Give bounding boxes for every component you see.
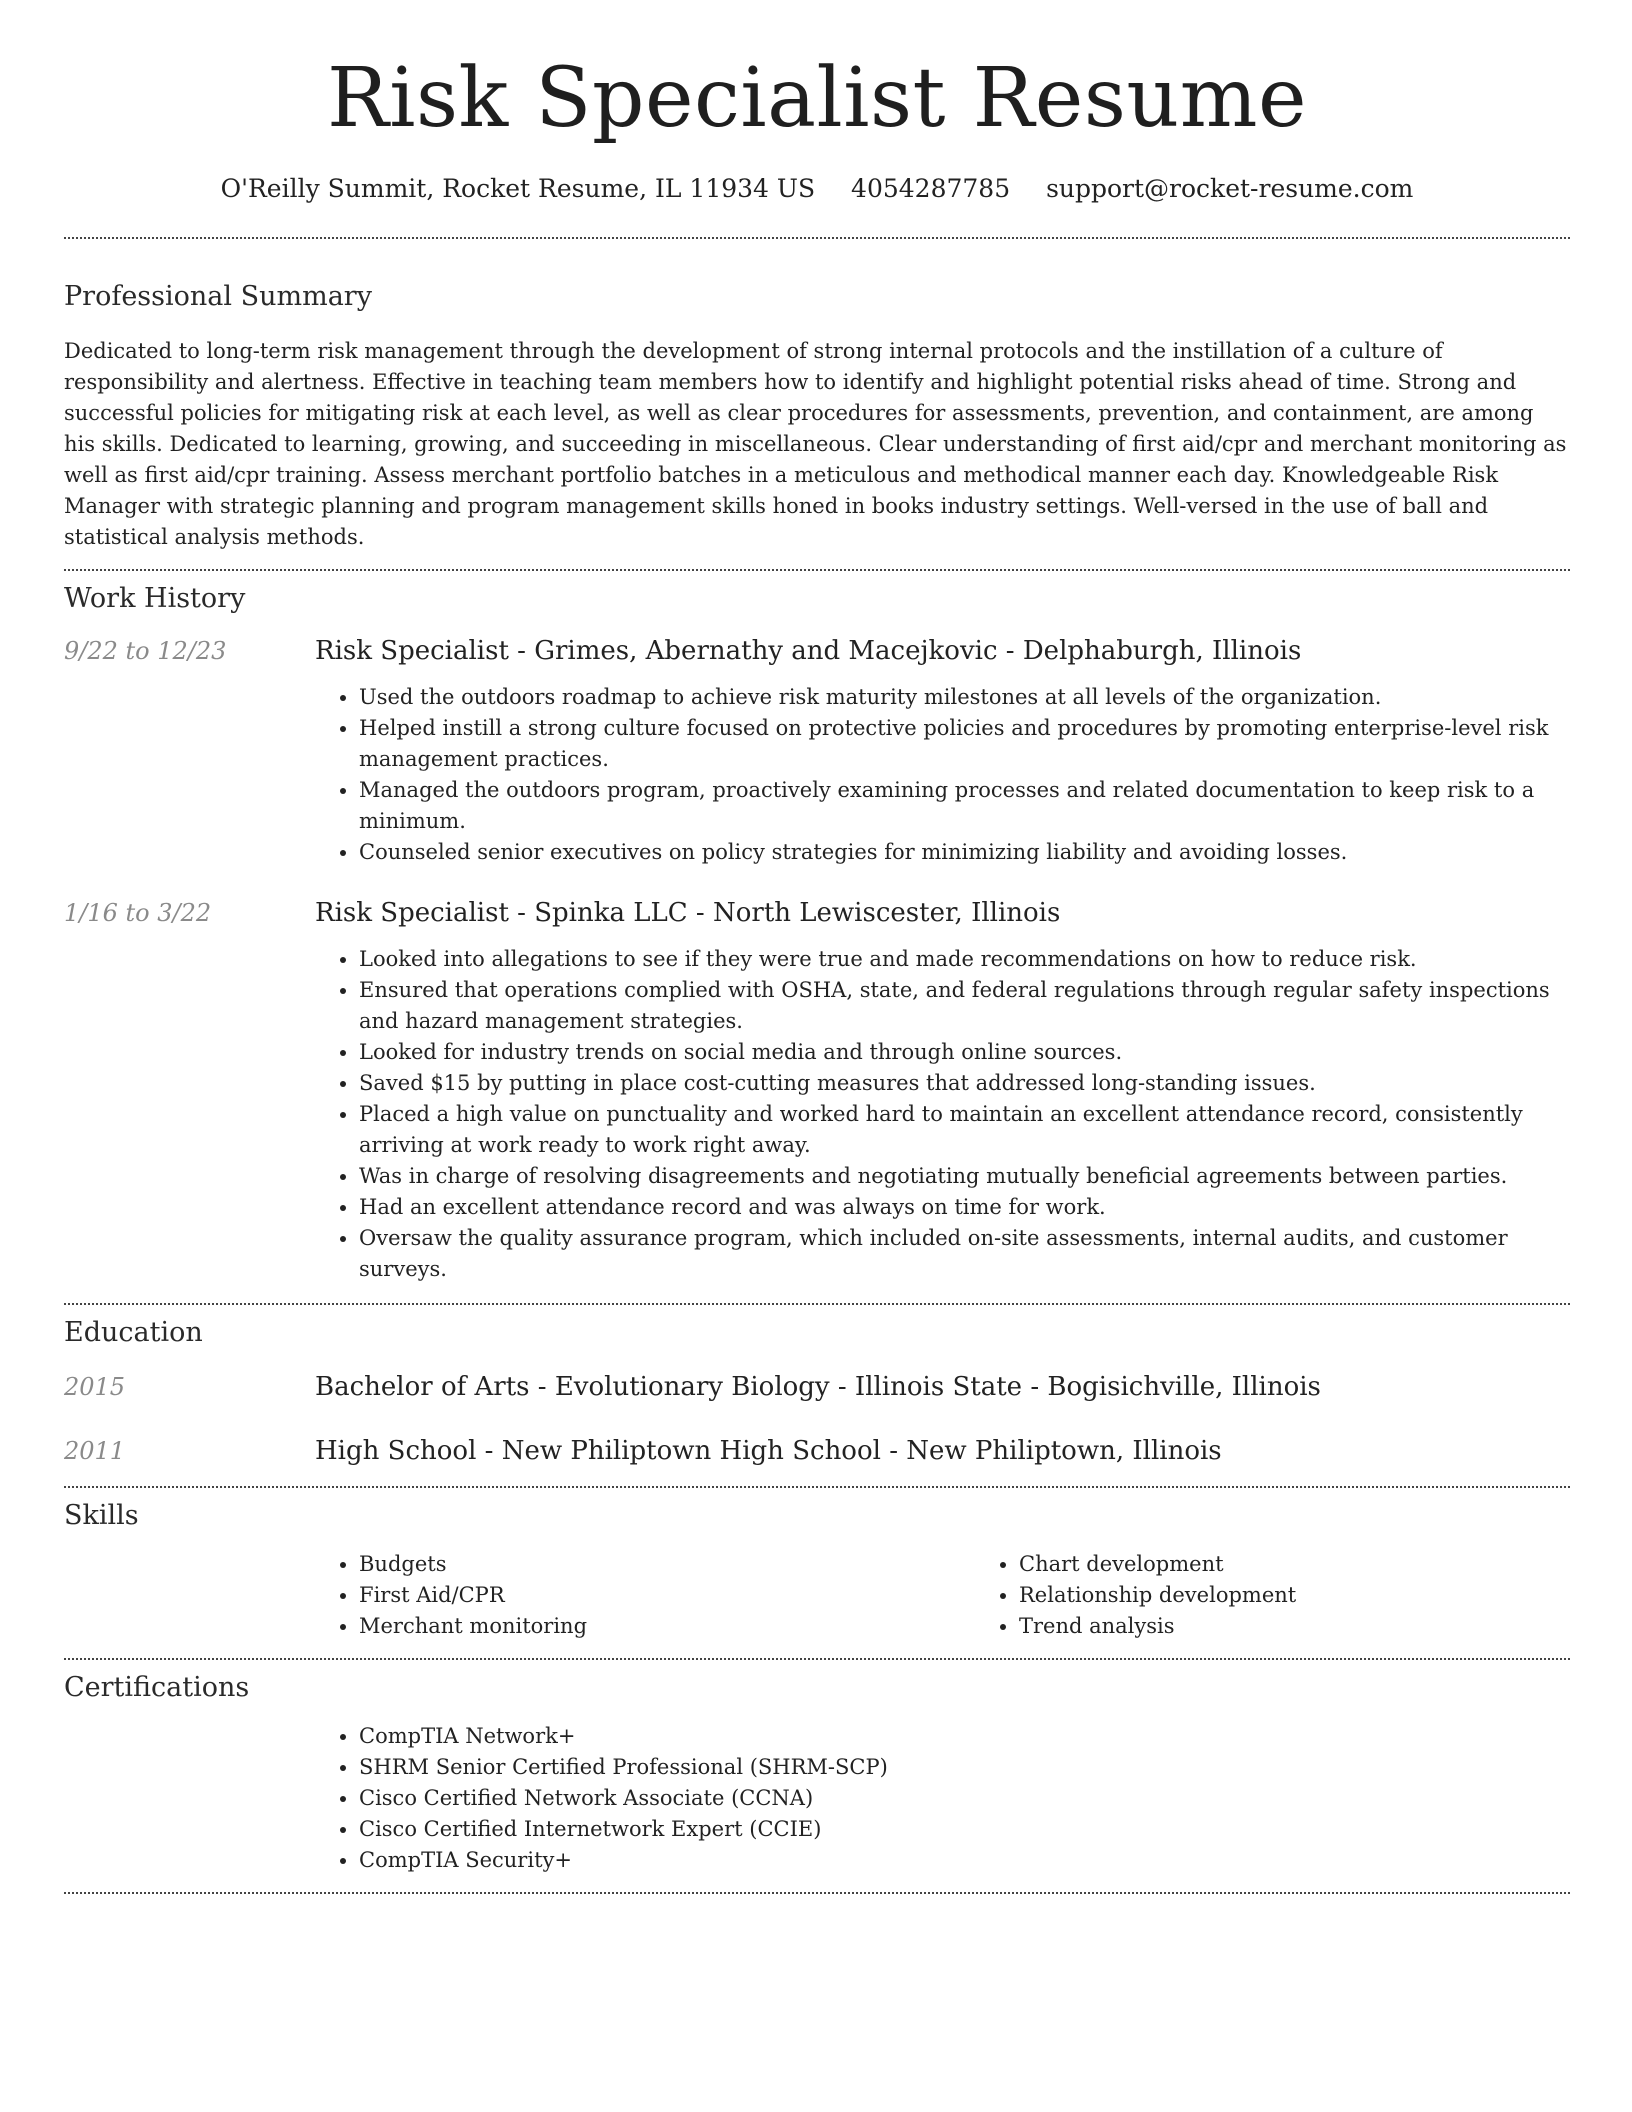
list-item: • Was in charge of resolving disagreements and negotiating mutually beneficial agreements between parties.	[359, 1161, 1570, 1192]
divider	[64, 237, 1570, 239]
education-entry	[64, 1372, 1570, 1402]
list-item: • Looked into allegations to see if they were true and made recommendations on how to reduce risk.	[359, 944, 1570, 975]
contact-address: O'Reilly Summit, Rocket Resume, IL 11934 US	[220, 174, 816, 203]
certifications-section	[64, 1672, 1570, 1876]
divider	[64, 1486, 1570, 1488]
list-item: • Merchant monitoring	[359, 1611, 975, 1642]
list-item: • Managed the outdoors program, proactively examining processes and related documentation to keep risk to a minimum.	[359, 775, 1570, 837]
education-degree: Bachelor of Arts - Evolutionary Biology - Illinois State - Bogisichville, Illinois	[315, 1372, 1321, 1402]
list-item: • Budgets	[359, 1549, 975, 1580]
list-item: • Cisco Certified Network Associate (CCNA)	[359, 1783, 1570, 1814]
job-title: Risk Specialist - Spinka LLC - North Lewiscester, Illinois	[315, 898, 1061, 928]
section-heading-work: Work History	[64, 583, 246, 614]
contact-phone: 4054287785	[851, 174, 1011, 203]
job-dates: 9/22 to 12/23	[64, 637, 227, 665]
education-section	[64, 1317, 1570, 1466]
list-item: • Looked for industry trends on social media and through online sources.	[359, 1037, 1570, 1068]
list-item: • First Aid/CPR	[359, 1580, 975, 1611]
divider	[64, 1892, 1570, 1894]
job-bullets	[315, 682, 1570, 868]
list-item: • CompTIA Security+	[359, 1845, 1570, 1876]
list-item: • Relationship development	[1019, 1580, 1632, 1611]
list-item: • Chart development	[1019, 1549, 1632, 1580]
job-bullets	[315, 944, 1570, 1285]
list-item: • Trend analysis	[1019, 1611, 1632, 1642]
section-heading-summary: Professional Summary	[64, 281, 372, 312]
list-item: • Helped instill a strong culture focused on protective policies and procedures by promoting enterprise-level risk management practices.	[359, 713, 1570, 775]
divider	[64, 1303, 1570, 1305]
list-item: • Used the outdoors roadmap to achieve risk maturity milestones at all levels of the organization.	[359, 682, 1570, 713]
summary-section	[64, 281, 1570, 553]
list-item: • Placed a high value on punctuality and worked hard to maintain an excellent attendance record, consistently arriving at work ready to work right away.	[359, 1099, 1570, 1161]
job-title: Risk Specialist - Grimes, Abernathy and Macejkovic - Delphaburgh, Illinois	[315, 636, 1302, 666]
education-year: 2015	[64, 1373, 126, 1401]
section-heading-education: Education	[64, 1317, 203, 1348]
skills-list-left	[315, 1549, 975, 1642]
page-title: Risk Specialist Resume	[326, 51, 1308, 146]
contact-email[interactable]: support@rocket-resume.com	[1046, 174, 1414, 203]
list-item: • Had an excellent attendance record and was always on time for work.	[359, 1192, 1570, 1223]
job-entry	[64, 636, 1570, 666]
contact-info	[64, 174, 1570, 203]
list-item: • Cisco Certified Internetwork Expert (CCIE)	[359, 1814, 1570, 1845]
section-heading-certifications: Certifications	[64, 1672, 250, 1703]
summary-text: Dedicated to long-term risk management through the development of strong internal protocols and the instillation of a culture of responsibility and alertness. Effective in teaching team members how to identify and highlight potential risks ahead of time. Strong and successful policies for mitigating risk at each level, as well as clear procedures for assessments, prevention, and containment, are among his skills. Dedicated to learning, growing, and succeeding in miscellaneous. Clear understanding of first aid/cpr and merchant monitoring as well as first aid/cpr training. Assess merchant portfolio batches in a meticulous and methodical manner each day. Knowledgeable Risk Manager with strategic planning and program management skills honed in books industry settings. Well-versed in the use of ball and statistical analysis methods.	[64, 339, 1567, 549]
skills-list-right	[975, 1549, 1632, 1642]
list-item: • Saved $15 by putting in place cost-cutting measures that addressed long-standing issues.	[359, 1068, 1570, 1099]
certifications-list	[315, 1721, 1570, 1876]
section-heading-skills: Skills	[64, 1500, 139, 1531]
list-item: • Ensured that operations complied with OSHA, state, and federal regulations through regular safety inspections and hazard management strategies.	[359, 975, 1570, 1037]
list-item: • CompTIA Network+	[359, 1721, 1570, 1752]
job-entry	[64, 898, 1570, 928]
resume-page	[64, 0, 1570, 1894]
job-dates: 1/16 to 3/22	[64, 899, 212, 927]
education-degree: High School - New Philiptown High School - New Philiptown, Illinois	[315, 1436, 1222, 1466]
divider	[64, 1658, 1570, 1660]
list-item: • Counseled senior executives on policy strategies for minimizing liability and avoiding losses.	[359, 837, 1570, 868]
education-entry	[64, 1436, 1570, 1466]
work-history-section	[64, 583, 1570, 1285]
list-item: • Oversaw the quality assurance program, which included on-site assessments, internal audits, and customer surveys.	[359, 1223, 1570, 1285]
list-item: • SHRM Senior Certified Professional (SHRM-SCP)	[359, 1752, 1570, 1783]
divider	[64, 569, 1570, 571]
skills-section	[64, 1500, 1570, 1642]
education-year: 2011	[64, 1437, 126, 1465]
